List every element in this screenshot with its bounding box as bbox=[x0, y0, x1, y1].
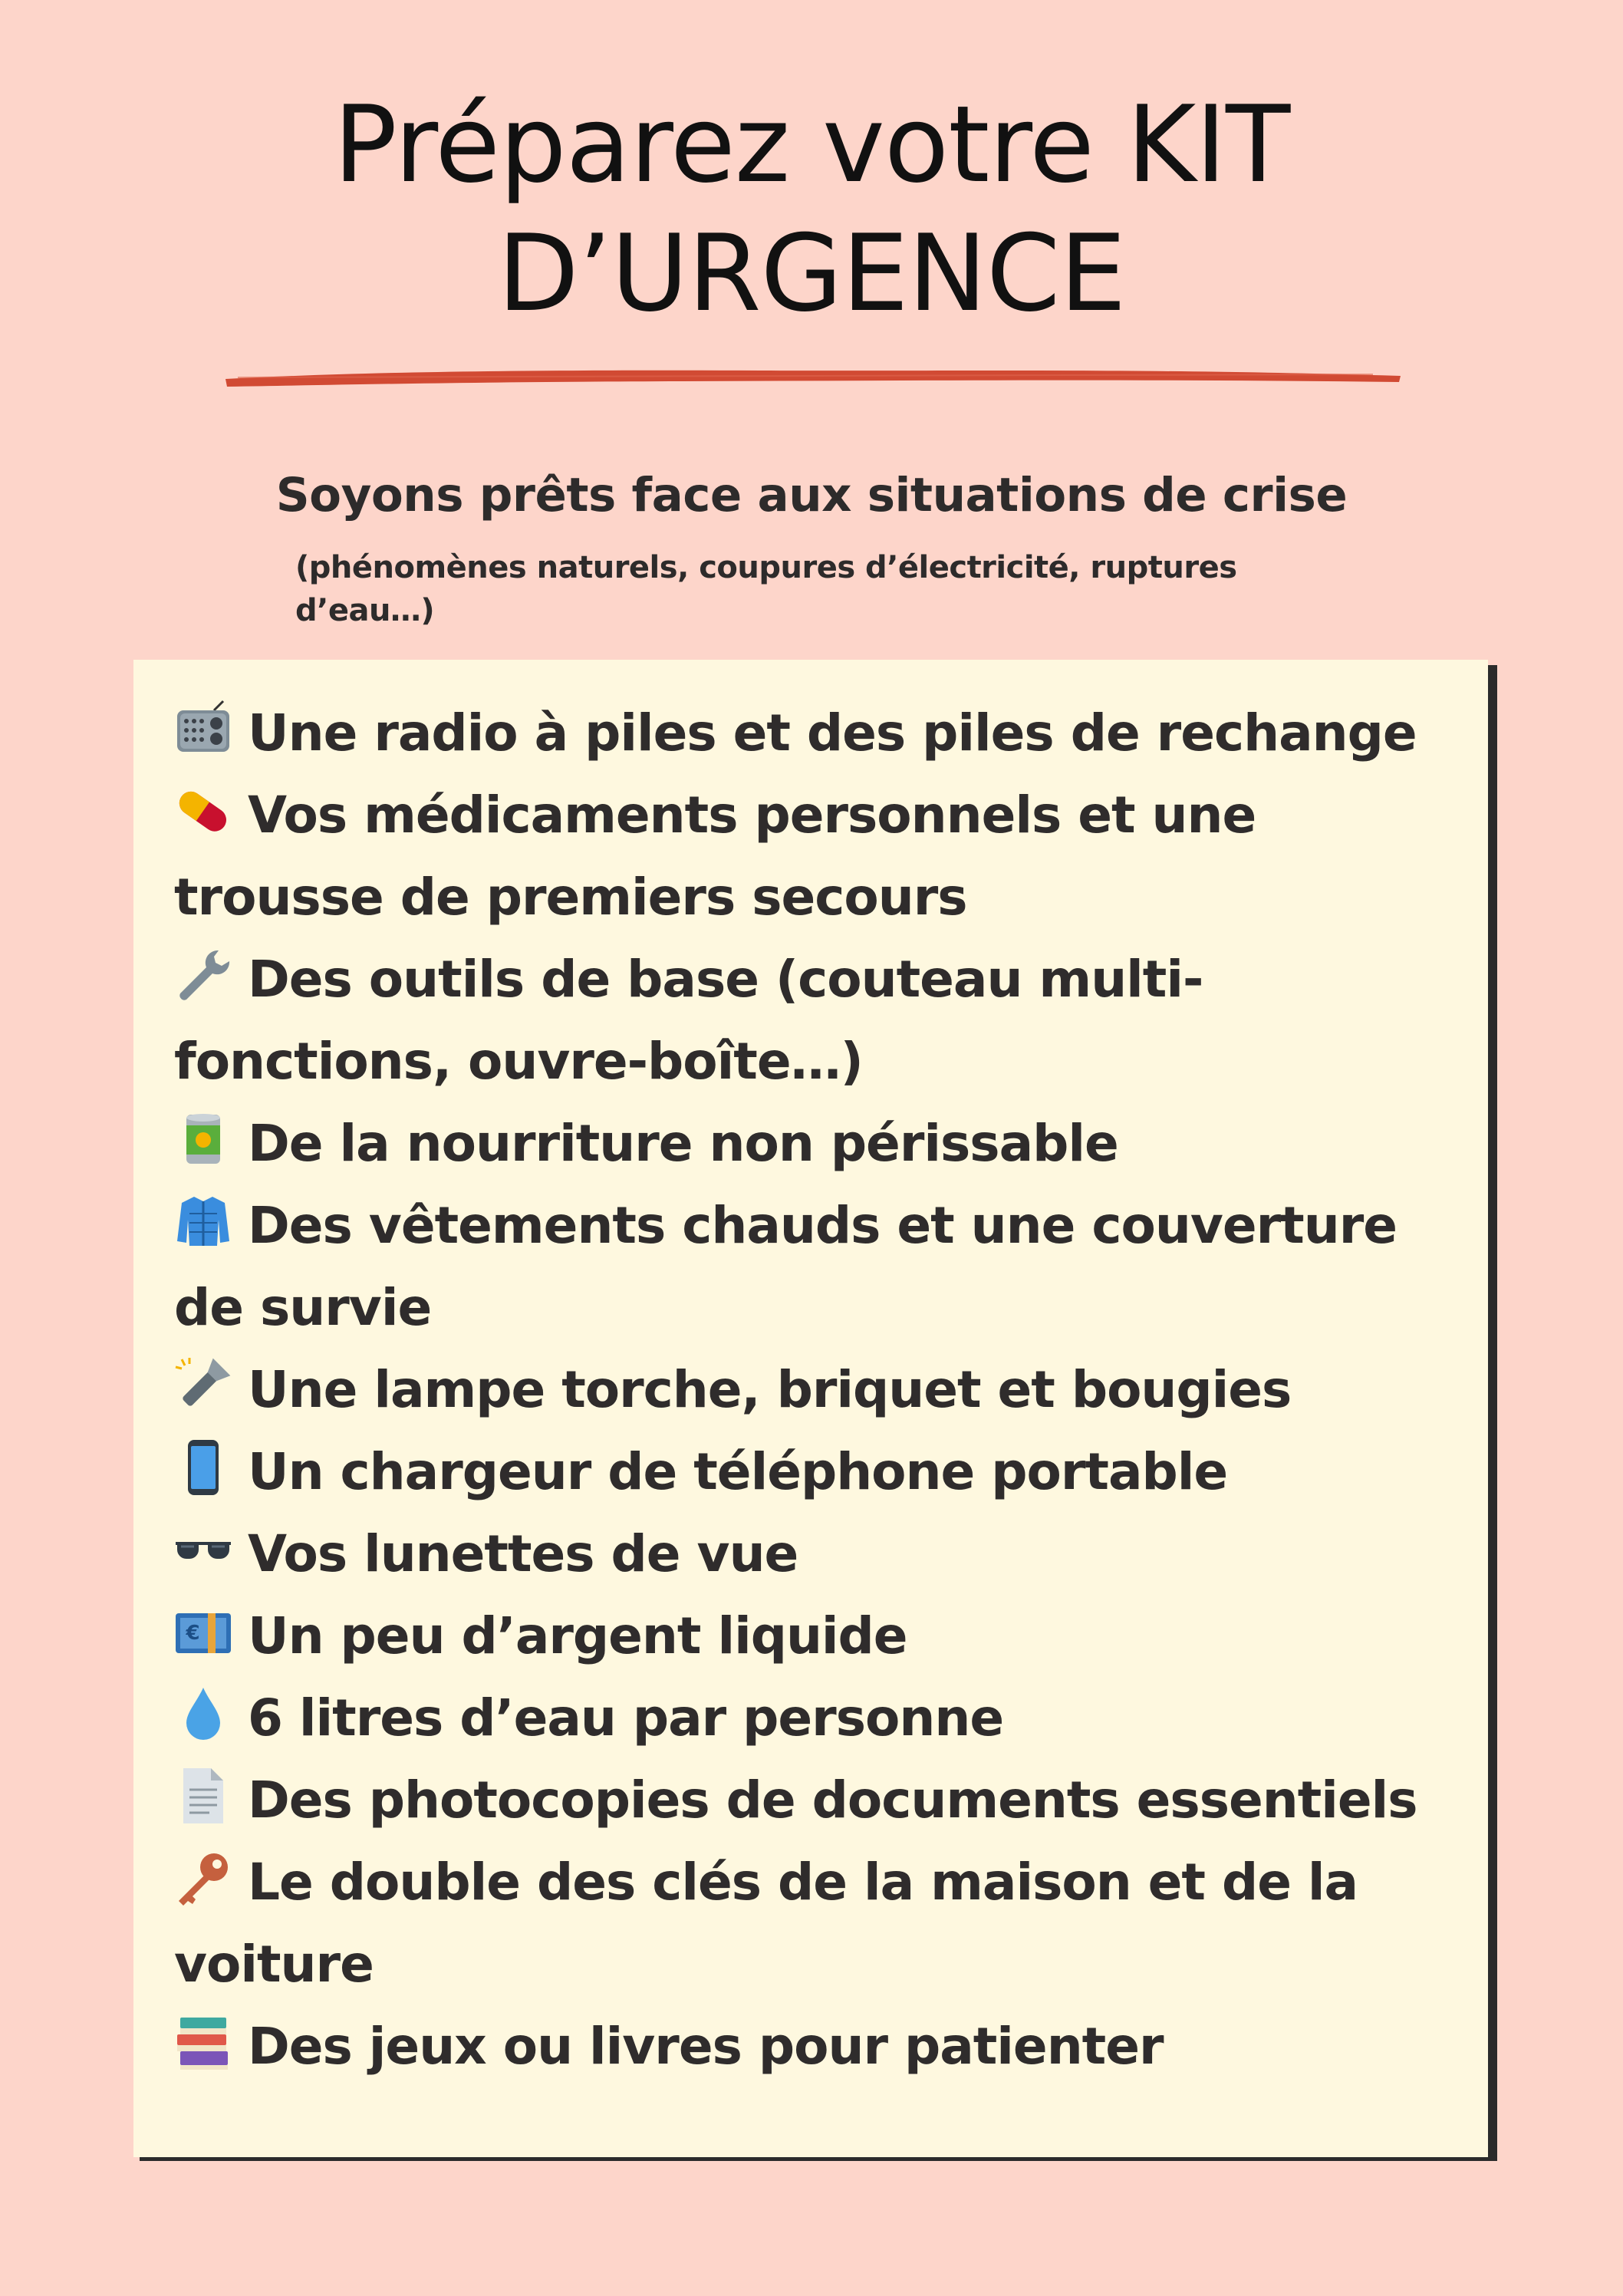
list-item-text: 6 litres d’eau par personne bbox=[248, 1688, 1004, 1748]
list-item bbox=[174, 1349, 1470, 1431]
list-item bbox=[174, 1759, 1470, 1841]
page-title bbox=[0, 81, 1623, 338]
list-item-text: Vos lunettes de vue bbox=[248, 1524, 798, 1583]
title-underline bbox=[222, 361, 1404, 391]
pill-icon bbox=[174, 782, 232, 840]
list-item bbox=[174, 1595, 1470, 1677]
list-item bbox=[174, 938, 1470, 1102]
coat-icon bbox=[174, 1192, 232, 1250]
list-item bbox=[174, 692, 1470, 774]
document-icon bbox=[174, 1767, 232, 1825]
subtitle: Soyons prêts face aux situations de crise bbox=[275, 468, 1348, 522]
list-item-text: Des photocopies de documents essentiels bbox=[248, 1771, 1417, 1830]
glasses-icon bbox=[174, 1520, 232, 1579]
list-item bbox=[174, 1184, 1470, 1349]
list-item bbox=[174, 1677, 1470, 1759]
list-item-text: Un chargeur de téléphone portable bbox=[248, 1442, 1228, 1501]
list-item bbox=[174, 774, 1470, 938]
list-item-text: Le double des clés de la maison et de la voiture bbox=[174, 1853, 1358, 1994]
title-line-1: Préparez votre KIT bbox=[333, 83, 1290, 206]
list-item-text: Des jeux ou livres pour patienter bbox=[248, 2017, 1164, 2076]
list-item-text: De la nourriture non périssable bbox=[248, 1114, 1118, 1173]
mobile-phone-icon bbox=[174, 1438, 232, 1497]
list-item-text: Un peu d’argent liquide bbox=[248, 1606, 907, 1665]
euro-banknote-icon bbox=[174, 1603, 232, 1661]
subtitle-note: (phénomènes naturels, coupures d’électricité, ruptures d’eau…) bbox=[295, 550, 1237, 628]
droplet-icon bbox=[174, 1685, 232, 1743]
title-line-2: D’URGENCE bbox=[497, 212, 1126, 335]
list-item bbox=[174, 1841, 1470, 2005]
list-item-text: Des vêtements chauds et une couverture de survie bbox=[174, 1196, 1397, 1337]
checklist bbox=[174, 692, 1470, 2087]
canned-food-icon bbox=[174, 1110, 232, 1168]
wrench-icon bbox=[174, 946, 232, 1004]
list-item-text: Une radio à piles et des piles de rechange bbox=[248, 703, 1417, 763]
key-icon bbox=[174, 1849, 232, 1907]
flashlight-icon bbox=[174, 1356, 232, 1415]
list-item bbox=[174, 1513, 1470, 1595]
radio-icon bbox=[174, 700, 232, 758]
list-item-text: Des outils de base (couteau multi-fonctions, ouvre-boîte…) bbox=[174, 950, 1203, 1091]
svg-text:€: € bbox=[186, 1622, 199, 1645]
books-icon bbox=[174, 2013, 232, 2071]
list-item bbox=[174, 1102, 1470, 1184]
list-item-text: Vos médicaments personnels et une trousse de premiers secours bbox=[174, 786, 1256, 927]
list-item-text: Une lampe torche, briquet et bougies bbox=[248, 1360, 1292, 1419]
list-item bbox=[174, 1431, 1470, 1513]
list-item bbox=[174, 2005, 1470, 2087]
